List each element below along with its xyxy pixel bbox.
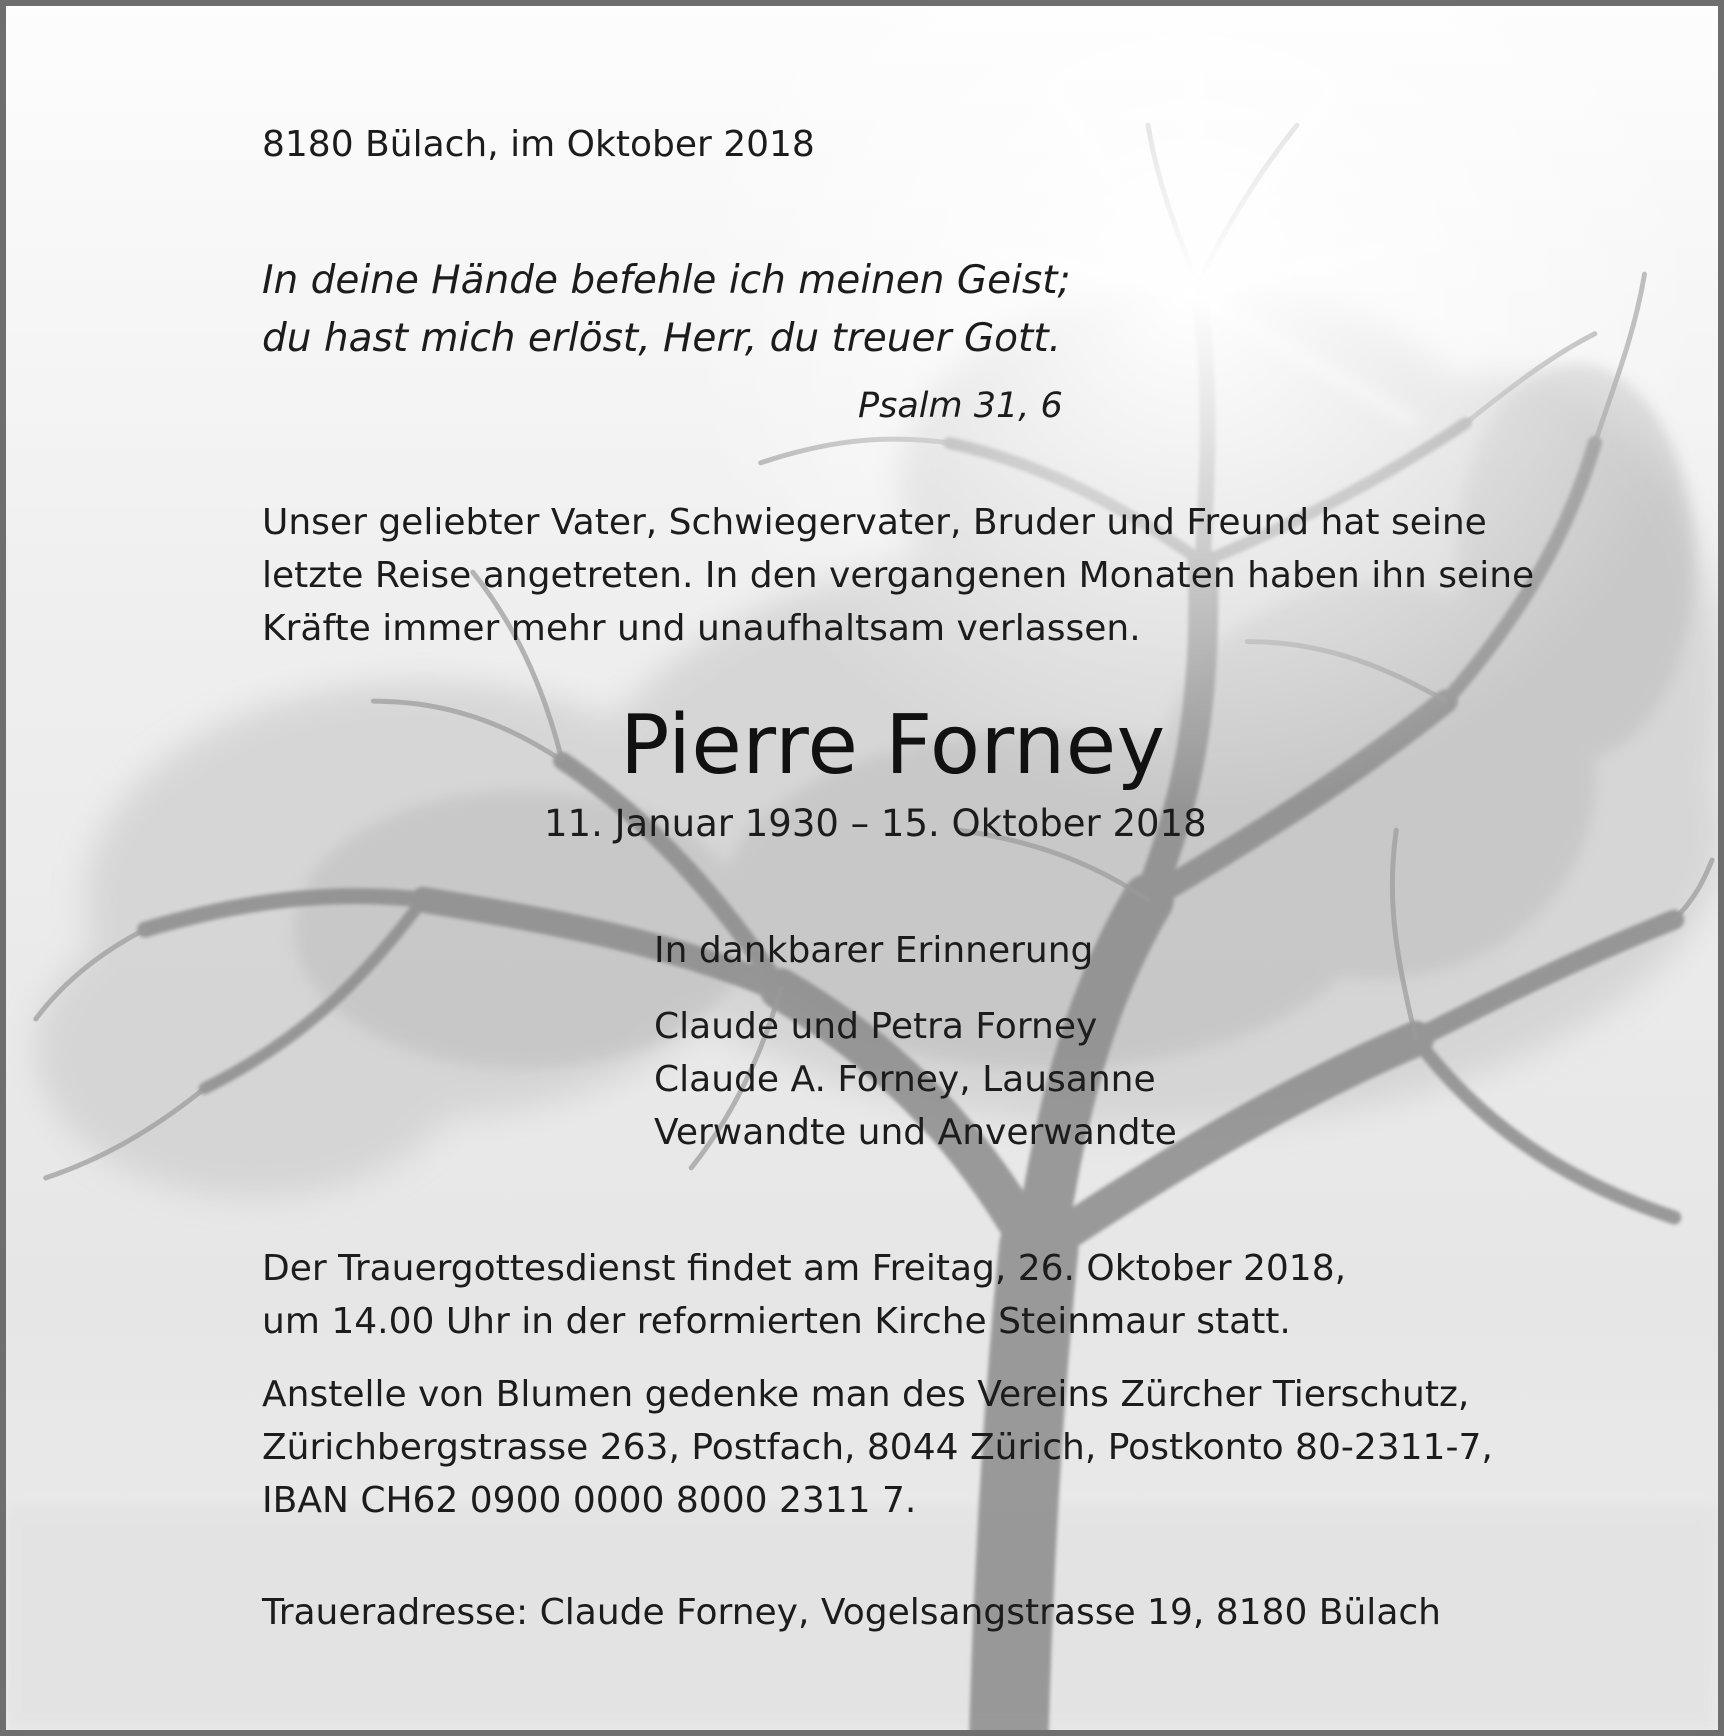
mourner-name: Claude A. Forney, Lausanne <box>654 1059 1156 1100</box>
donation-line: Zürichbergstrasse 263, Postfach, 8044 Zürich, Postkonto 80-2311-7, <box>262 1427 1493 1468</box>
donation-line: Anstelle von Blumen gedenke man des Vereins Zürcher Tierschutz, <box>262 1374 1470 1415</box>
place-date: 8180 Bülach, im Oktober 2018 <box>262 124 815 165</box>
mourner-name: Verwandte und Anverwandte <box>654 1112 1177 1153</box>
mourning-address: Traueradresse: Claude Forney, Vogelsangstrasse 19, 8180 Bülach <box>262 1592 1441 1633</box>
mourners-list <box>654 1000 1177 1159</box>
verse-line: du hast mich erlöst, Herr, du treuer Gott. <box>262 316 1062 361</box>
donation-info <box>262 1368 1493 1527</box>
intro-line: Kräfte immer mehr und unaufhaltsam verlassen. <box>262 608 1141 649</box>
mourner-name: Claude und Petra Forney <box>654 1006 1098 1047</box>
remembrance-line: In dankbarer Erinnerung <box>654 930 1094 971</box>
deceased-name: Pierre Forney <box>620 698 1166 793</box>
intro-line: Unser geliebter Vater, Schwiegervater, Bruder und Freund hat seine <box>262 502 1487 543</box>
service-line: Der Trauergottesdienst findet am Freitag, 26. Oktober 2018, <box>262 1248 1347 1289</box>
verse-line: In deine Hände befehle ich meinen Geist; <box>262 258 1071 303</box>
verse-source: Psalm 31, 6 <box>858 386 1063 426</box>
intro-paragraph <box>262 496 1534 655</box>
donation-line: IBAN CH62 0900 0000 8000 2311 7. <box>262 1480 917 1521</box>
life-dates: 11. Januar 1930 – 15. Oktober 2018 <box>544 802 1207 845</box>
service-info <box>262 1242 1346 1348</box>
service-line: um 14.00 Uhr in der reformierten Kirche Steinmaur statt. <box>262 1301 1291 1342</box>
intro-line: letzte Reise angetreten. In den vergangenen Monaten haben ihn seine <box>262 555 1535 596</box>
bible-verse <box>262 252 1071 368</box>
